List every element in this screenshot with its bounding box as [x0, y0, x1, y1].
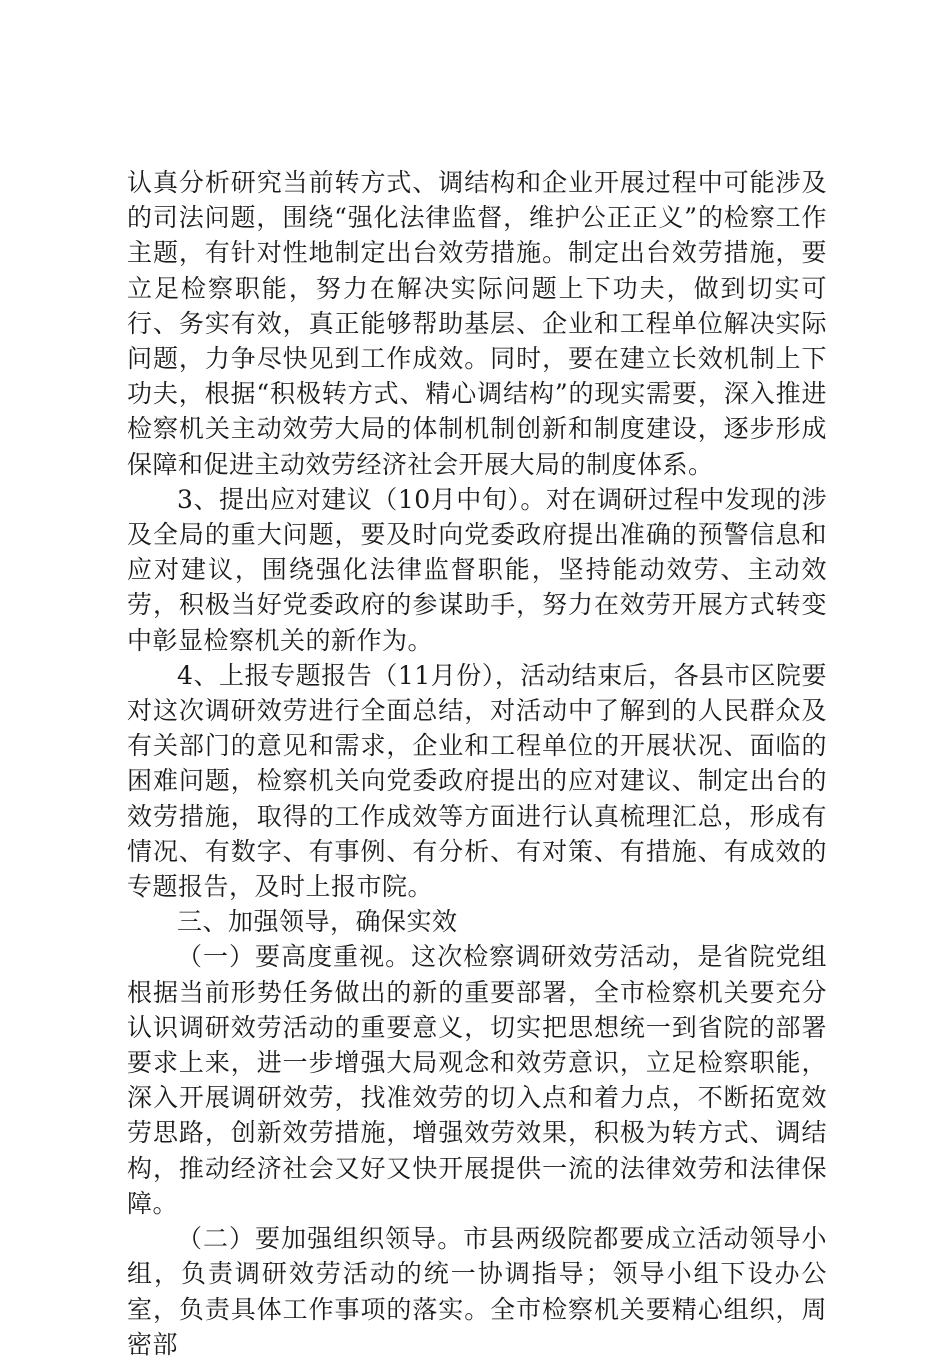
paragraph-analysis: 认真分析研究当前转方式、调结构和企业开展过程中可能涉及的司法问题，围绕“强化法律监督，维护公正正义”的检察工作主题，有针对性地制定出台效劳措施。制定出台效劳措施，要立足检察职能，努力在解决实际问题上下功夫，做到切实可行、务实有效，真正能够帮助基层、企业和工程单位解决实际问题，力争尽快见到工作成效。同时，要在建立长效机制上下功夫，根据“积极转方式、精心调结构”的现实需要，深入推进检察机关主动效劳大局的体制机制创新和制度建设，逐步形成保障和促进主动效劳经济社会开展大局的制度体系。 [127, 168, 827, 479]
paragraph-organization: （二）要加强组织领导。市县两级院都要成立活动领导小组，负责调研效劳活动的统一协调指导；领导小组下设办公室，负责具体工作事项的落实。全市检察机关要精心组织，周密部 [127, 1224, 827, 1359]
section-heading-leadership: 三、加强领导，确保实效 [177, 907, 458, 937]
document-body [127, 165, 827, 1362]
paragraph-importance: （一）要高度重视。这次检察调研效劳活动，是省院党组根据当前形势任务做出的新的重要部署，全市检察机关要充分认识调研效劳活动的重要意义，切实把思想统一到省院的部署要求上来，进一步增强大局观念和效劳意识，立足检察职能，深入开展调研效劳，找准效劳的切入点和着力点，不断拓宽效劳思路，创新效劳措施，增强效劳效果，积极为转方式、调结构，推动经济社会又好又快开展提供一流的法律效劳和法律保障。 [127, 942, 827, 1218]
paragraph-item-4-report: 4、上报专题报告（11月份），活动结束后，各县市区院要对这次调研效劳进行全面总结，对活动中了解到的人民群众及有关部门的意见和需求，企业和工程单位的开展状况、面临的困难问题，检察机关向党委政府提出的应对建议、制定出台的效劳措施，取得的工作成效等方面进行认真梳理汇总，形成有情况、有数字、有事例、有分析、有对策、有措施、有成效的专题报告，及时上报市院。 [127, 660, 827, 902]
paragraph-item-3-suggestions: 3、提出应对建议（10月中旬）。对在调研过程中发现的涉及全局的重大问题，要及时向党委政府提出准确的预警信息和应对建议，围绕强化法律监督职能，坚持能动效劳、主动效劳，积极当好党委政府的参谋助手，努力在效劳开展方式转变中彰显检察机关的新作为。 [127, 484, 827, 655]
